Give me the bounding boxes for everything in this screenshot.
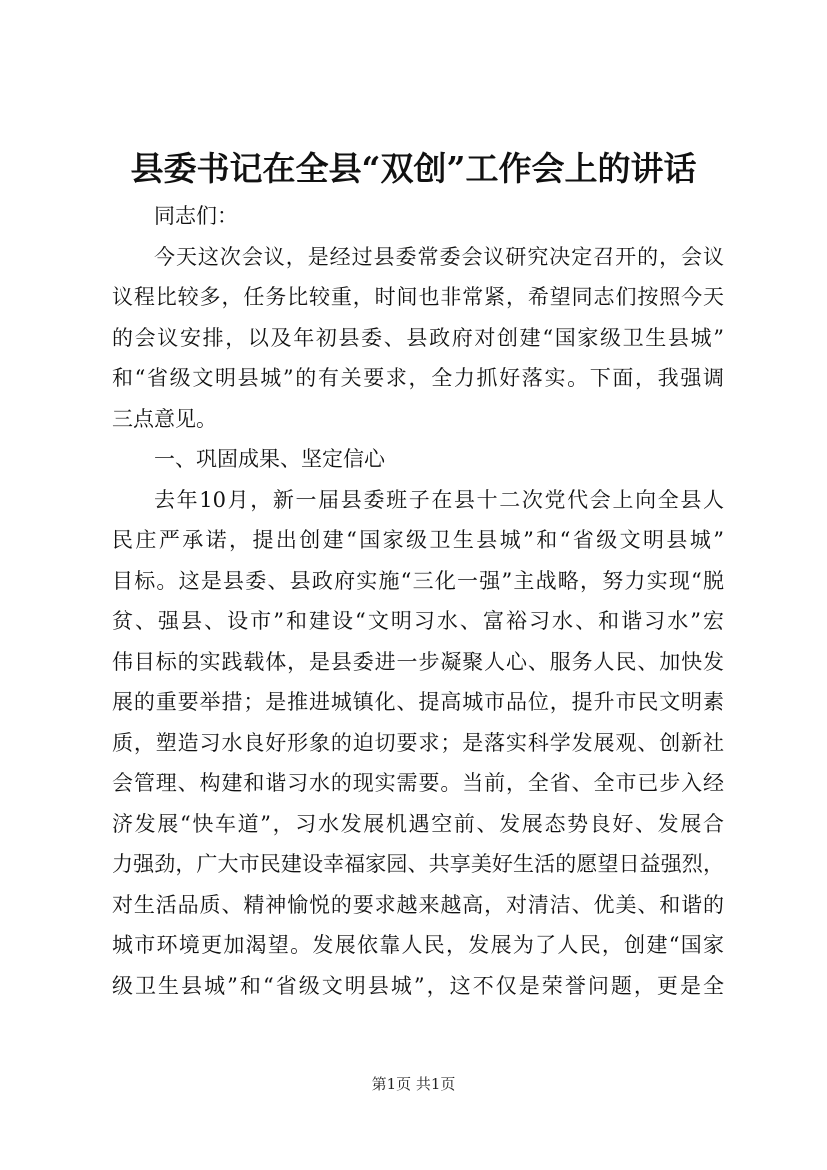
text-line: 伟目标的实践载体，是县委进一步凝聚人心、服务人民、加快发 [112, 649, 724, 674]
text-line: 城市环境更加渴望。发展依靠人民，发展为了人民，创建“国家 [112, 933, 724, 957]
text-line: 去年10月，新一届县委班子在县十二次党代会上向全县人 [154, 487, 724, 512]
text-line: 目标。这是县委、县政府实施“三化一强”主战略，努力实现“脱 [112, 568, 724, 593]
text-line: 的会议安排，以及年初县委、县政府对创建“国家级卫生县城” [112, 325, 724, 350]
text-line: 级卫生县城”和“省级文明县城”，这不仅是荣誉问题，更是全 [112, 973, 724, 998]
text-line: 对生活品质、精神愉悦的要求越来越高，对清洁、优美、和谐的 [112, 892, 724, 917]
page-footer: 第1页 共1页 [371, 1075, 456, 1093]
text-line: 一、巩固成果、坚定信心 [154, 447, 385, 471]
text-line: 贫、强县、设市”和建设“文明习水、富裕习水、和谐习水”宏 [112, 609, 724, 633]
text-line: 力强劲，广大市民建设幸福家园、共享美好生活的愿望日益强烈， [112, 852, 724, 876]
document-body [112, 196, 724, 1006]
document-title: 县委书记在全县“双创”工作会上的讲话 [130, 149, 697, 188]
text-line: 展的重要举措；是推进城镇化、提高城市品位，提升市民文明素 [112, 690, 724, 714]
text-line: 同志们： [154, 204, 238, 228]
text-line: 和“省级文明县城”的有关要求，全力抓好落实。下面，我强调 [112, 366, 724, 390]
text-line: 议程比较多，任务比较重，时间也非常紧，希望同志们按照今天 [112, 285, 724, 309]
text-line: 民庄严承诺，提出创建“国家级卫生县城”和“省级文明县城” [112, 528, 724, 552]
text-line: 三点意见。 [112, 406, 217, 431]
text-line: 济发展“快车道”，习水发展机遇空前、发展态势良好、发展合 [112, 811, 724, 836]
text-line: 会管理、构建和谐习水的现实需要。当前，全省、全市已步入经 [112, 771, 724, 795]
text-line: 质，塑造习水良好形象的迫切要求；是落实科学发展观、创新社 [112, 730, 724, 755]
text-line: 今天这次会议，是经过县委常委会议研究决定召开的，会议 [154, 244, 724, 269]
